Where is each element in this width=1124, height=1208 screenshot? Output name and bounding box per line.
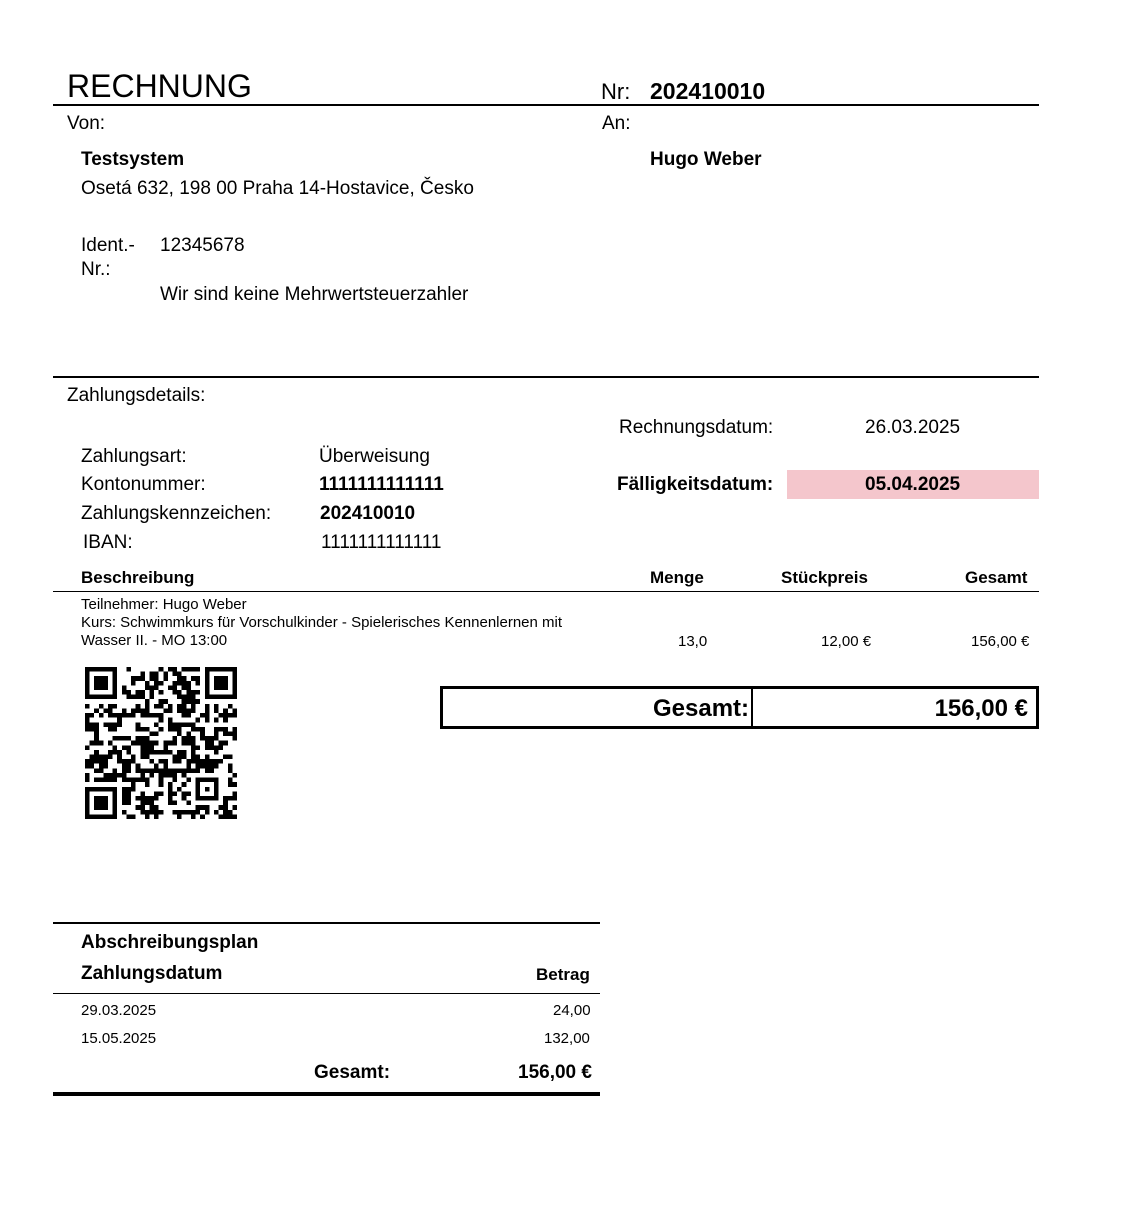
schedule-amount-header: Betrag [536,965,590,984]
parties-divider [53,376,1039,378]
schedule-total-label: Gesamt: [314,1062,391,1083]
ident-label-line1: Ident.- [81,235,135,256]
ident-label-line2: Nr.: [81,259,111,280]
schedule-title: Abschreibungsplan [81,932,259,953]
qr-code-icon [85,667,237,819]
schedule-top-divider [53,922,600,924]
payment-reference-value: 202410010 [320,503,416,524]
schedule-date: 29.03.2025 [81,1002,157,1019]
sender-address: Osetá 632, 198 00 Praha 14-Hostavice, Česko [81,178,474,199]
column-header-unit-price: Stückpreis [781,568,868,587]
invoice-number-value: 202410010 [650,78,766,104]
invoice-date-value: 26.03.2025 [865,417,961,438]
total-box-divider [751,689,753,726]
due-date-label: Fälligkeitsdatum: [617,474,774,495]
invoice-date-label: Rechnungsdatum: [619,417,774,438]
recipient-name: Hugo Weber [650,149,762,170]
items-total-value: 156,00 € [934,695,1028,722]
iban-value: 1111111111111 [321,532,442,553]
iban-label: IBAN: [83,532,133,553]
schedule-amount: 132,00 [544,1030,590,1047]
account-number-label: Kontonummer: [81,474,206,495]
items-total-box [440,686,1039,729]
payment-section-label: Zahlungsdetails: [67,385,206,406]
payment-reference-label: Zahlungskennzeichen: [81,503,272,524]
to-label: An: [602,113,631,134]
item-unit-price: 12,00 € [821,633,872,650]
item-quantity: 13,0 [678,633,708,650]
schedule-date: 15.05.2025 [81,1030,157,1047]
items-total-label: Gesamt: [653,695,750,722]
sender-name: Testsystem [81,149,185,170]
item-course-line2: Wasser II. - MO 13:00 [81,632,228,649]
items-header-divider [53,591,1039,592]
column-header-description: Beschreibung [81,568,195,587]
vat-note: Wir sind keine Mehrwertsteuerzahler [160,284,469,305]
column-header-total: Gesamt [965,568,1028,587]
from-label: Von: [67,113,106,134]
column-header-quantity: Menge [650,568,704,587]
header-divider [53,104,1039,106]
account-number-value: 1111111111111 [319,474,444,495]
schedule-total-value: 156,00 € [518,1062,592,1083]
schedule-bottom-divider [53,1092,600,1096]
invoice-number-label: Nr: [601,79,631,104]
payment-method-label: Zahlungsart: [81,446,187,467]
invoice-title: RECHNUNG [67,68,252,104]
due-date-value: 05.04.2025 [865,474,961,495]
schedule-date-header: Zahlungsdatum [81,963,223,984]
item-course-line1: Kurs: Schwimmkurs für Vorschulkinder - Spielerisches Kennenlernen mit [81,614,563,631]
item-participant: Teilnehmer: Hugo Weber [81,596,247,613]
item-total: 156,00 € [971,633,1030,650]
ident-value: 12345678 [160,235,245,256]
schedule-header-divider [53,993,600,994]
payment-method-value: Überweisung [319,446,430,467]
schedule-amount: 24,00 [553,1002,591,1019]
